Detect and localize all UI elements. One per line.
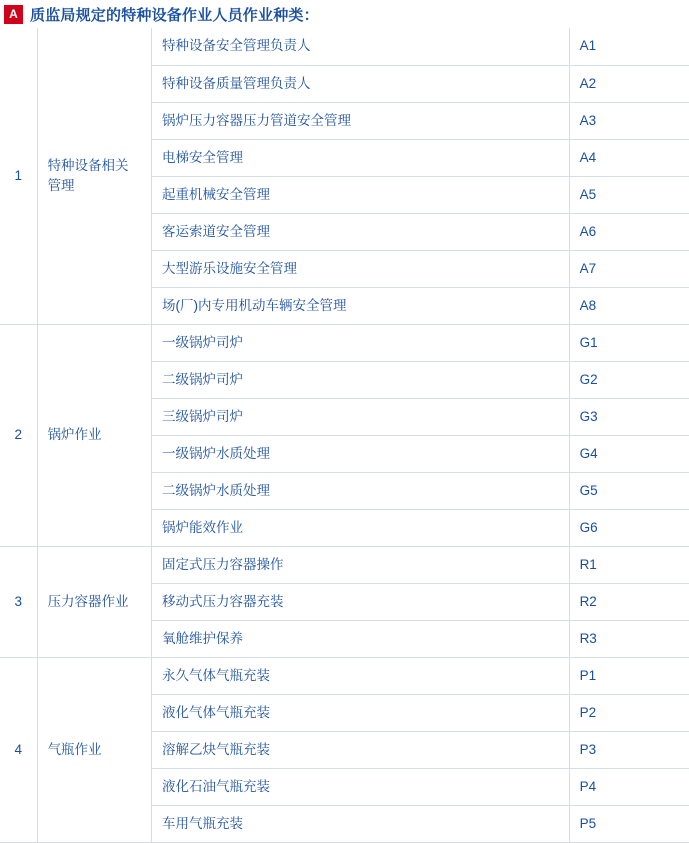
occupation-name-cell: 电梯安全管理 [152,139,570,176]
table-row [0,657,689,694]
occupation-name-cell: 锅炉能效作业 [152,509,570,546]
occupation-name-cell: 一级锅炉水质处理 [152,435,570,472]
occupation-code-cell: G5 [569,472,689,509]
occupation-code-cell: G6 [569,509,689,546]
occupation-code-cell: R3 [569,620,689,657]
occupation-code-cell: G4 [569,435,689,472]
occupation-code-cell: P2 [569,694,689,731]
table-row [0,28,689,65]
occupation-name-cell: 场(厂)内专用机动车辆安全管理 [152,287,570,324]
occupation-code-cell: P1 [569,657,689,694]
occupation-code-cell: P3 [569,731,689,768]
occupation-name-cell: 移动式压力容器充装 [152,583,570,620]
group-index-cell: 3 [0,546,37,657]
occupation-code-cell: R2 [569,583,689,620]
group-index-cell: 2 [0,324,37,546]
occupation-name-cell: 永久气体气瓶充装 [152,657,570,694]
occupation-category-table [0,28,689,843]
occupation-code-cell: G3 [569,398,689,435]
occupation-name-cell: 特种设备质量管理负责人 [152,65,570,102]
occupation-name-cell: 起重机械安全管理 [152,176,570,213]
occupation-code-cell: R1 [569,546,689,583]
occupation-code-cell: A7 [569,250,689,287]
group-category-cell: 锅炉作业 [37,324,151,546]
occupation-name-cell: 二级锅炉司炉 [152,361,570,398]
occupation-code-cell: A5 [569,176,689,213]
group-index-cell: 1 [0,28,37,324]
group-index-cell: 4 [0,657,37,842]
occupation-name-cell: 锅炉压力容器压力管道安全管理 [152,102,570,139]
page-title: 质监局规定的特种设备作业人员作业种类： [30,6,319,24]
occupation-name-cell: 固定式压力容器操作 [152,546,570,583]
group-category-cell: 特种设备相关管理 [37,28,151,324]
occupation-name-cell: 特种设备安全管理负责人 [152,28,570,65]
occupation-code-cell: G1 [569,324,689,361]
occupation-code-cell: P4 [569,768,689,805]
group-category-cell: 压力容器作业 [37,546,151,657]
occupation-name-cell: 液化石油气瓶充装 [152,768,570,805]
occupation-code-cell: A4 [569,139,689,176]
occupation-code-cell: A6 [569,213,689,250]
occupation-name-cell: 三级锅炉司炉 [152,398,570,435]
occupation-name-cell: 大型游乐设施安全管理 [152,250,570,287]
table-row [0,546,689,583]
occupation-name-cell: 液化气体气瓶充装 [152,694,570,731]
group-category-cell: 气瓶作业 [37,657,151,842]
occupation-code-cell: A8 [569,287,689,324]
section-badge: A [4,5,23,24]
occupation-name-cell: 二级锅炉水质处理 [152,472,570,509]
occupation-name-cell: 溶解乙炔气瓶充装 [152,731,570,768]
occupation-code-cell: A3 [569,102,689,139]
table-body [0,28,689,842]
occupation-code-cell: A2 [569,65,689,102]
occupation-name-cell: 车用气瓶充装 [152,805,570,842]
occupation-code-cell: P5 [569,805,689,842]
occupation-name-cell: 氧舱维护保养 [152,620,570,657]
occupation-code-cell: A1 [569,28,689,65]
occupation-name-cell: 客运索道安全管理 [152,213,570,250]
section-title-bar [0,0,689,28]
occupation-code-cell: G2 [569,361,689,398]
table-row [0,324,689,361]
occupation-name-cell: 一级锅炉司炉 [152,324,570,361]
